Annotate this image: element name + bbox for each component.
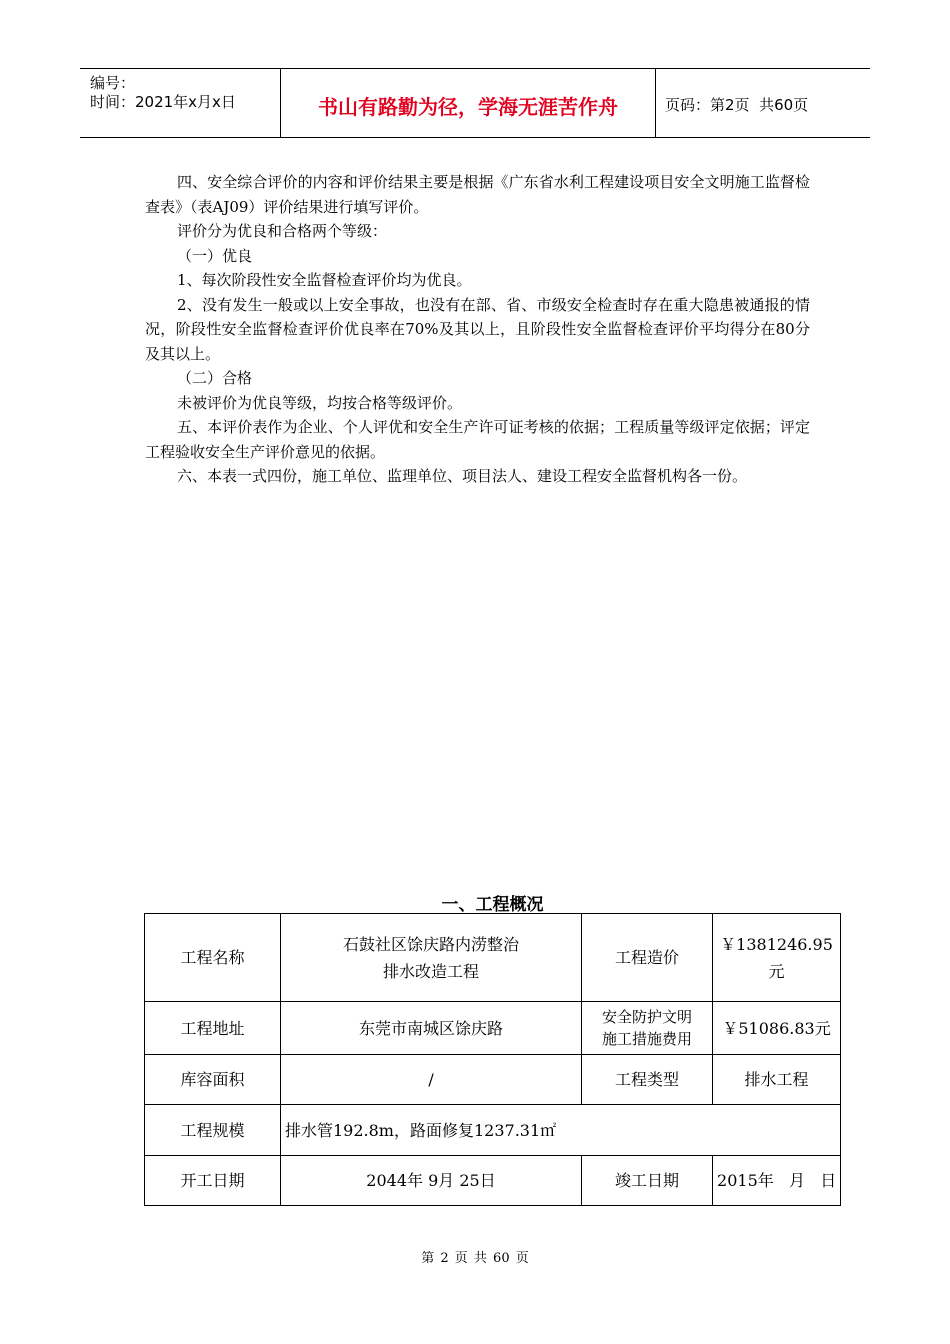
section-title: 一、工程概况 <box>441 895 544 915</box>
cell-label: 竣工日期 <box>582 1156 713 1206</box>
document-body <box>145 170 810 489</box>
table-row <box>145 1055 841 1105</box>
project-name-line1: 石鼓社区馀庆路内涝整治 <box>343 934 520 954</box>
cell-label: 工程类型 <box>582 1055 713 1105</box>
cell-label <box>582 1002 713 1055</box>
table-row <box>145 1156 841 1206</box>
cell-project-name <box>281 914 582 1002</box>
header-meta <box>80 69 281 137</box>
cell-label: 库容面积 <box>145 1055 281 1105</box>
project-name-line2: 排水改造工程 <box>383 961 480 981</box>
safety-fee-line1: 安全防护文明 <box>602 1008 693 1026</box>
cell-start-date: 2044年 9月 25日 <box>281 1156 582 1206</box>
table-row <box>145 1002 841 1055</box>
cell-address: 东莞市南城区馀庆路 <box>281 1002 582 1055</box>
cell-label: 工程名称 <box>145 914 281 1002</box>
paragraph-grades: 评价分为优良和合格两个等级： <box>177 222 388 240</box>
cell-label: 工程地址 <box>145 1002 281 1055</box>
cell-label: 工程造价 <box>582 914 713 1002</box>
page-footer: 第 2 页 共 60 页 <box>421 1251 529 1266</box>
header-page-code <box>665 69 808 137</box>
cell-cost: ￥1381246.95元 <box>713 914 841 1002</box>
cell-capacity: / <box>281 1055 582 1105</box>
cell-project-type: 排水工程 <box>713 1055 841 1105</box>
paragraph-4: 四、安全综合评价的内容和评价结果主要是根据《广东省水利工程建设项目安全文明施工监督检查表》（表AJ09）评价结果进行填写评价。 <box>145 173 810 216</box>
subheading-excellent: （一）优良 <box>177 246 253 265</box>
cell-end-date: 2015年 月 日 <box>713 1156 841 1206</box>
subheading-qualified: （二）合格 <box>177 369 253 387</box>
paragraph-excellent-1: 1、每次阶段性安全监督检查评价均为优良。 <box>177 271 472 289</box>
project-overview-table <box>144 913 841 1206</box>
paragraph-5: 五、本评价表作为企业、个人评优和安全生产许可证考核的依据；工程质量等级评定依据；评定工程验收安全生产评价意见的依据。 <box>145 418 810 461</box>
cell-safety-fee: ￥51086.83元 <box>713 1002 841 1055</box>
cell-scale: 排水管192.8m，路面修复1237.31㎡ <box>281 1105 841 1156</box>
header-motto: 书山有路勤为径，学海无涯苦作舟 <box>281 69 656 137</box>
page-header <box>80 68 870 138</box>
time-label: 时间：2021年x月x日 <box>90 93 236 111</box>
safety-fee-line2: 施工措施费用 <box>602 1030 693 1048</box>
cell-label: 工程规模 <box>145 1105 281 1156</box>
table-row <box>145 1105 841 1156</box>
paragraph-excellent-2: 2、没有发生一般或以上安全事故，也没有在部、省、市级安全检查时存在重大隐患被通报的情况，阶段性安全监督检查评价优良率在70%及其以上，且阶段性安全监督检查评价平均得分在80分及其以上。 <box>145 295 810 363</box>
page-code-text: 页码：第2页 共60页 <box>665 95 809 114</box>
number-label: 编号： <box>90 74 136 92</box>
cell-label: 开工日期 <box>145 1156 281 1206</box>
paragraph-6: 六、本表一式四份，施工单位、监理单位、项目法人、建设工程安全监督机构各一份。 <box>177 467 748 485</box>
table-row <box>145 914 841 1002</box>
paragraph-qualified: 未被评价为优良等级，均按合格等级评价。 <box>177 393 463 412</box>
